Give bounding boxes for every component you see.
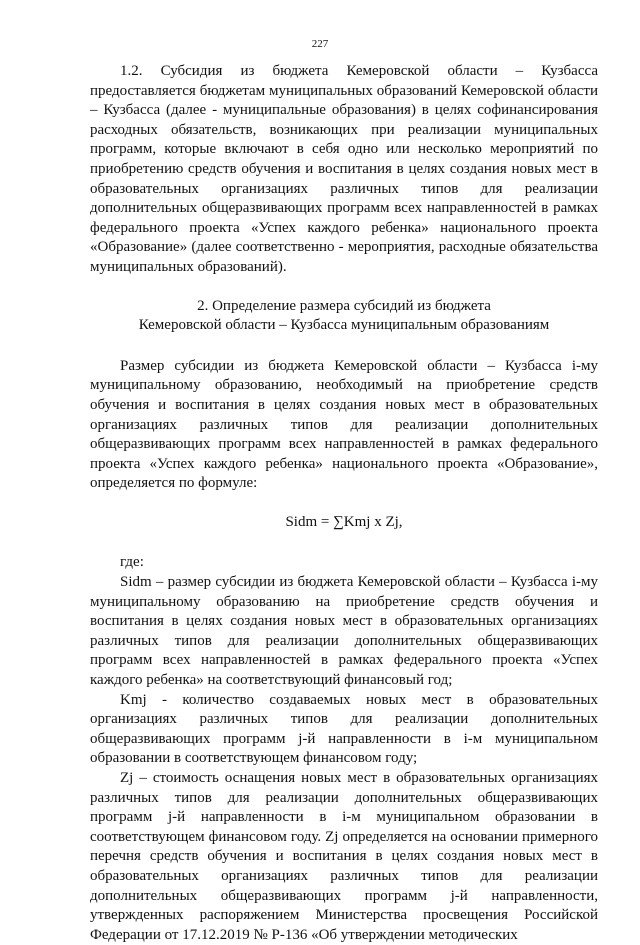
where-label: где: [120,554,144,571]
formula: Sidm = ∑Kmj x Zj, [285,513,403,530]
section-2-title-line-2: Кемеровской области – Кузбасса муниципальным образованиям [138,317,550,334]
section-2-title-line-1: 2. Определение размера субсидий из бюджета [197,297,491,314]
definition-zj: Zj – стоимость оснащения новых мест в образовательных организациях различных типов для реализации дополнительных общеразвивающих программ j-й направленности в i-м муниципальном образовании в соответствующем финансовом году. Zj определяется на основании примерного перечня средств обучения и воспитания в целях создания новых мест в образовательных организациях различных типов для реализации дополнительных общеразвивающих программ j-й направленности, утвержденных распоряжением Министерства просвещения Российской Федерации от 17.12.2019 № Р-136 «Об утверждении методических [90,770,598,943]
document-body [90,62,598,945]
definition-sidm: Sidm – размер субсидии из бюджета Кемеровской области – Кузбасса i-му муниципальному образованию на приобретение средств обучения и воспитания в целях создания новых мест в образовательных организациях различных типов для реализации дополнительных общеразвивающих программ всех направленностей в рамках федерального проекта «Успех каждого ребенка» на соответствующий финансовый год; [90,574,598,689]
paragraph-subsidy-size: Размер субсидии из бюджета Кемеровской области – Кузбасса i-му муниципальному образованию, необходимый на приобретение средств обучения и воспитания в целях создания новых мест в образовательных организациях различных типов для реализации дополнительных общеразвивающих программ всех направленностей в рамках федерального проекта «Успех каждого ребенка» национального проекта «Образование», определяется по формуле: [90,357,598,492]
paragraph-1-2: 1.2. Субсидия из бюджета Кемеровской области – Кузбасса предоставляется бюджетам муниципальных образований Кемеровской области – Кузбасса (далее - муниципальные образования) в целях софинансирования расходных обязательств, возникающих при реализации муниципальных программ, которые включают в себя одно или несколько мероприятий по приобретению средств обучения и воспитания в целях создания новых мест в образовательных организациях различных типов для реализации дополнительных общеразвивающих программ всех направленностей в рамках федерального проекта «Успех каждого ребенка» национального проекта «Образование» (далее соответственно - мероприятия, расходные обязательства муниципальных образований). [90,63,598,275]
section-2-heading [90,297,598,336]
page-number: 227 [311,38,329,50]
definition-kmj: Kmj - количество создаваемых новых мест в образовательных организациях различных типов для реализации дополнительных общеразвивающих программ j-й направленности в i-м муниципальном образовании в соответствующем финансовом году; [90,691,598,767]
